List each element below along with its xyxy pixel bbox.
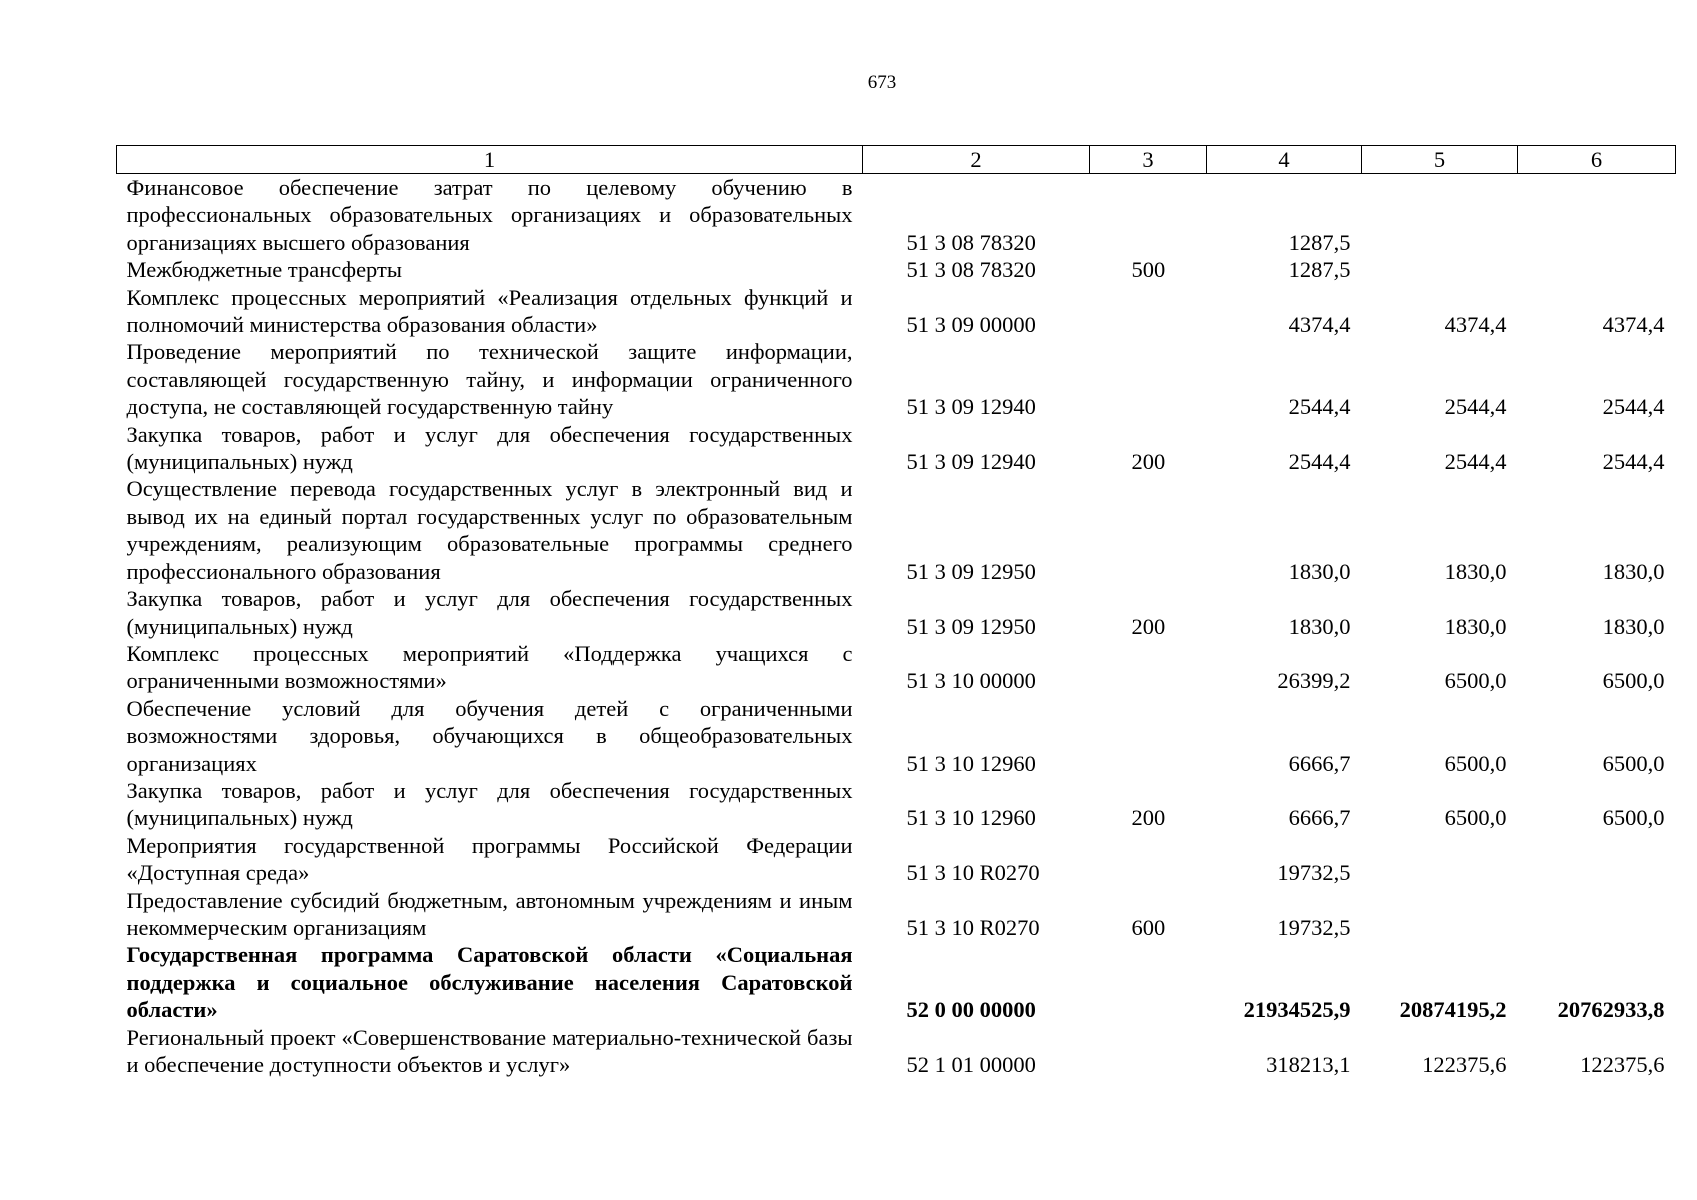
row-description: Обеспечение условий для обучения детей с ограниченными возможностями здоровья, обучающихся в общеобразовательных организациях <box>126 695 853 776</box>
column-header: 5 <box>1362 146 1518 174</box>
row-value-4: 1287,5 <box>1288 257 1351 283</box>
row-description: Проведение мероприятий по технической защите информации, составляющей государственную тайну, и информации ограниченного доступа, не составляющей государственную тайну <box>126 339 853 420</box>
row-value-4: 6666,7 <box>1288 805 1351 831</box>
row-value-6 <box>1518 256 1676 283</box>
row-value-4: 26399,2 <box>1277 668 1351 694</box>
row-code: 52 1 01 00000 <box>906 1052 1036 1077</box>
table-row <box>117 284 1676 339</box>
row-value-5: 1830,0 <box>1444 558 1507 584</box>
row-value-5: 2544,4 <box>1444 449 1507 475</box>
row-value-4: 21934525,9 <box>1243 997 1351 1023</box>
table-row <box>117 777 1676 832</box>
row-value-5: 6500,0 <box>1444 750 1507 776</box>
row-value-4: 19732,5 <box>1277 860 1351 886</box>
row-value-4: 318213,1 <box>1266 1052 1351 1077</box>
row-value-6: 2544,4 <box>1602 394 1665 420</box>
row-description: Региональный проект «Совершенствование материально-технической базы и обеспечение доступности объектов и услуг» <box>126 1024 853 1077</box>
row-code: 51 3 08 78320 <box>906 257 1036 283</box>
table-header-row <box>117 146 1676 174</box>
row-value-6: 6500,0 <box>1602 750 1665 776</box>
row-description: Комплекс процессных мероприятий «Реализация отдельных функций и полномочий министерства образования области» <box>126 284 853 338</box>
row-value-6 <box>1518 887 1676 942</box>
row-expense-type <box>1090 832 1207 887</box>
row-code: 51 3 09 12940 <box>906 449 1036 475</box>
table-row <box>117 640 1676 695</box>
row-value-6: 1830,0 <box>1602 558 1665 584</box>
row-value-4: 2544,4 <box>1288 394 1351 420</box>
row-expense-type: 500 <box>1131 257 1166 283</box>
row-code: 51 3 10 12960 <box>906 750 1036 776</box>
row-value-6: 6500,0 <box>1602 668 1665 694</box>
row-description: Предоставление субсидий бюджетным, автономным учреждениям и иным некоммерческим организациям <box>126 887 853 940</box>
row-value-5: 6500,0 <box>1444 805 1507 831</box>
row-value-5: 122375,6 <box>1422 1052 1507 1077</box>
column-header: 3 <box>1090 146 1207 174</box>
row-value-6 <box>1518 832 1676 887</box>
row-code: 51 3 10 00000 <box>906 668 1036 694</box>
row-value-5 <box>1362 256 1518 283</box>
row-expense-type <box>1090 640 1207 695</box>
row-value-5: 20874195,2 <box>1399 997 1507 1023</box>
row-value-4: 19732,5 <box>1277 914 1351 940</box>
row-description: Закупка товаров, работ и услуг для обеспечения государственных (муниципальных) нужд <box>126 421 853 475</box>
budget-table <box>116 145 1676 1078</box>
table-row <box>117 256 1676 283</box>
row-code: 52 0 00 00000 <box>906 997 1036 1023</box>
row-value-6 <box>1518 174 1676 257</box>
table-row <box>117 338 1676 420</box>
row-expense-type <box>1090 338 1207 420</box>
row-value-5: 6500,0 <box>1444 668 1507 694</box>
row-description: Закупка товаров, работ и услуг для обеспечения государственных (муниципальных) нужд <box>126 586 853 639</box>
row-value-6: 4374,4 <box>1602 312 1665 338</box>
row-value-5 <box>1362 887 1518 942</box>
row-code: 51 3 09 12950 <box>906 613 1036 639</box>
table-row <box>117 585 1676 640</box>
row-code: 51 3 10 R0270 <box>906 914 1040 940</box>
row-description: Закупка товаров, работ и услуг для обеспечения государственных (муниципальных) нужд <box>126 777 853 831</box>
row-description: Мероприятия государственной программы Российской Федерации «Доступная среда» <box>126 832 853 886</box>
row-value-4: 1830,0 <box>1288 613 1351 639</box>
table-row <box>117 1024 1676 1079</box>
row-value-5: 1830,0 <box>1444 613 1507 639</box>
column-header: 4 <box>1207 146 1362 174</box>
table-row-program-total <box>117 941 1676 1023</box>
table-row <box>117 475 1676 585</box>
row-value-4: 1830,0 <box>1288 558 1351 584</box>
row-expense-type: 200 <box>1131 449 1166 475</box>
row-value-5: 4374,4 <box>1444 312 1507 338</box>
row-expense-type: 600 <box>1131 914 1166 940</box>
row-value-6: 6500,0 <box>1602 805 1665 831</box>
row-code: 51 3 10 12960 <box>906 805 1036 831</box>
row-value-4: 2544,4 <box>1288 449 1351 475</box>
table-row <box>117 174 1676 257</box>
row-expense-type <box>1090 475 1207 585</box>
row-expense-type <box>1090 174 1207 257</box>
row-description: Комплекс процессных мероприятий «Поддержка учащихся с ограниченными возможностями» <box>126 640 853 694</box>
row-code: 51 3 09 00000 <box>906 312 1036 338</box>
row-code: 51 3 09 12950 <box>906 558 1036 584</box>
row-expense-type <box>1090 941 1207 1023</box>
page-number: 673 <box>867 72 897 93</box>
row-value-4: 1287,5 <box>1288 229 1351 255</box>
table-row <box>117 887 1676 942</box>
row-expense-type <box>1090 1024 1207 1079</box>
row-expense-type: 200 <box>1131 805 1166 831</box>
row-value-6: 20762933,8 <box>1557 997 1665 1023</box>
row-expense-type: 200 <box>1131 613 1166 639</box>
row-value-5: 2544,4 <box>1444 394 1507 420</box>
row-value-4: 4374,4 <box>1288 312 1351 338</box>
row-value-6: 1830,0 <box>1602 613 1665 639</box>
row-expense-type <box>1090 284 1207 339</box>
column-header: 2 <box>863 146 1090 174</box>
table-row <box>117 695 1676 777</box>
table-row <box>117 421 1676 476</box>
row-value-6: 122375,6 <box>1580 1052 1665 1077</box>
row-value-4: 6666,7 <box>1288 750 1351 776</box>
row-code: 51 3 09 12940 <box>906 394 1036 420</box>
row-value-5 <box>1362 832 1518 887</box>
column-header: 6 <box>1518 146 1676 174</box>
row-expense-type <box>1090 695 1207 777</box>
row-value-5 <box>1362 174 1518 257</box>
row-description: Межбюджетные трансферты <box>126 257 402 283</box>
row-code: 51 3 08 78320 <box>906 229 1036 255</box>
row-description: Осуществление перевода государственных услуг в электронный вид и вывод их на единый портал государственных услуг по образовательным учреждениям, реализующим образовательные программы среднего профессионального образования <box>126 476 853 584</box>
table-row <box>117 832 1676 887</box>
row-code: 51 3 10 R0270 <box>906 860 1040 886</box>
row-description: Государственная программа Саратовской области «Социальная поддержка и социальное обслуживание населения Саратовской области» <box>126 942 853 1023</box>
row-description: Финансовое обеспечение затрат по целевому обучению в профессиональных образовательных организациях и образовательных организациях высшего образования <box>126 175 853 255</box>
row-value-6: 2544,4 <box>1602 449 1665 475</box>
column-header: 1 <box>117 146 863 174</box>
